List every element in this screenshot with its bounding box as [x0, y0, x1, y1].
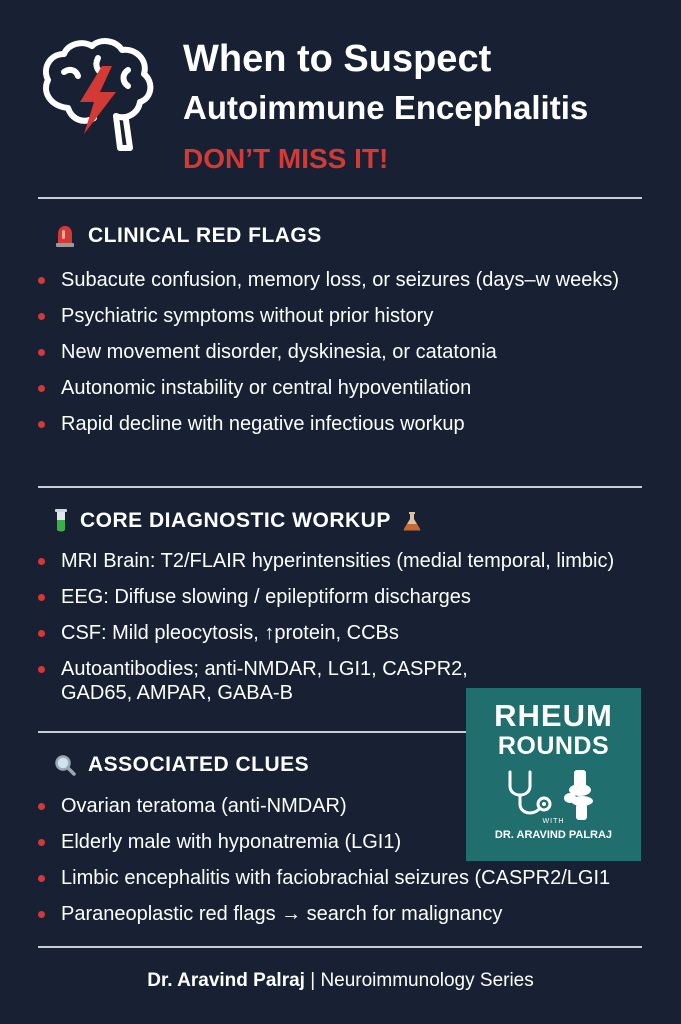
magnifier-icon [54, 754, 76, 776]
flask-icon [403, 511, 421, 531]
badge-title-line-1: RHEUM [494, 698, 613, 733]
list-item: Elderly male with hyponatremia (LGI1) [36, 830, 667, 854]
list-item: Subacute confusion, memory loss, or seizures (days–w weeks) [36, 268, 667, 292]
list-item: Autonomic instability or central hypoventilation [36, 376, 667, 400]
subtitle: DON’T MISS IT! [183, 143, 389, 174]
list-item: EEG: Diffuse slowing / epileptiform discharges [36, 585, 667, 609]
badge-host-name: DR. ARAVIND PALRAJ [494, 829, 613, 841]
list-item: Limbic encephalitis with faciobrachial seizures (CASPR2/LGI1 [36, 866, 667, 890]
section-heading-text: CORE DIAGNOSTIC WORKUP [80, 509, 391, 532]
divider [38, 197, 642, 199]
title-line-1: When to Suspect [183, 38, 492, 80]
list-item: MRI Brain: T2/FLAIR hyperintensities (medial temporal, limbic) [36, 549, 667, 573]
badge-with: WITH [542, 818, 565, 825]
clinical-red-flags-list [36, 268, 667, 448]
divider [38, 946, 642, 948]
footer-series: Neuroimmunology Series [320, 970, 534, 991]
list-item: New movement disorder, dyskinesia, or catatonia [36, 340, 667, 364]
siren-icon [54, 224, 76, 248]
section-associated-clues-heading [54, 753, 309, 777]
stethoscope-knee-icon [500, 768, 610, 820]
section-heading-text: ASSOCIATED CLUES [88, 753, 310, 776]
section-heading-text: CLINICAL RED FLAGS [88, 224, 322, 247]
list-item: Psychiatric symptoms without prior history [36, 304, 667, 328]
footer-author: Dr. Aravind Palraj [147, 970, 305, 991]
divider [38, 486, 642, 488]
section-clinical-red-flags-heading [54, 224, 322, 248]
list-item: Autoantibodies; anti-NMDAR, LGI1, CASPR2, GAD65, AMPAR, GABA-B [36, 657, 476, 705]
test-tube-icon [54, 508, 68, 534]
divider [38, 731, 468, 733]
footer [0, 970, 681, 992]
brain-lightning-icon [38, 36, 156, 156]
list-item: CSF: Mild pleocytosis, ↑protein, CCBs [36, 621, 667, 645]
rheum-rounds-badge [466, 688, 641, 861]
list-item: Paraneoplastic red flags → search for malignancy [36, 902, 667, 926]
list-item: Rapid decline with negative infectious workup [36, 412, 667, 436]
section-core-diagnostic-workup-heading [54, 508, 421, 534]
title-line-2: Autoimmune Encephalitis [183, 89, 589, 126]
footer-separator: | [304, 970, 321, 991]
badge-title-line-2: ROUNDS [497, 732, 610, 760]
list-item: Ovarian teratoma (anti-NMDAR) [36, 794, 667, 818]
